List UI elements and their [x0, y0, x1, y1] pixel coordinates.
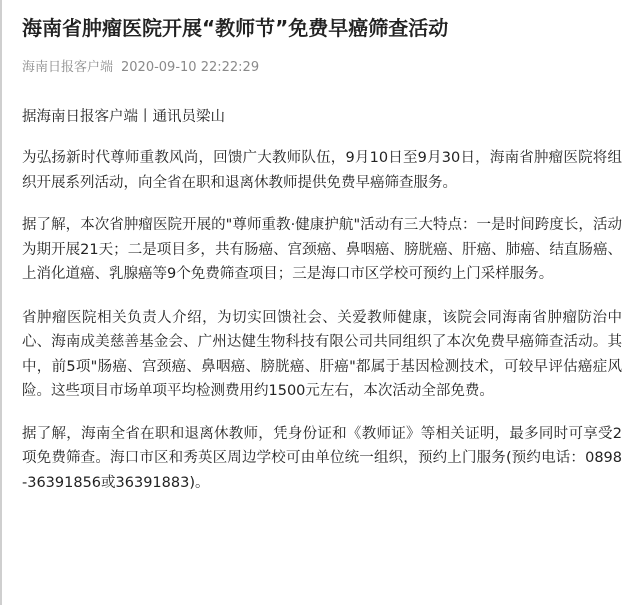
- article-source: 海南日报客户端: [22, 60, 114, 75]
- article-paragraph: 为弘扬新时代尊师重教风尚，回馈广大教师队伍，9月10日至9月30日，海南省肿瘤医院将组织开展系列活动，向全省在职和退离休教师提供免费早癌筛查服务。: [22, 150, 622, 191]
- article-paragraph: 据了解，本次省肿瘤医院开展的"尊师重教·健康护航"活动有三大特点：一是时间跨度长，活动为期开展21天；二是项目多，共有肠癌、宫颈癌、鼻咽癌、膀胱癌、肝癌、肺癌、结直肠癌、上消化道癌、乳腺癌等9个免费筛查项目；三是海口市区学校可预约上门采样服务。: [22, 217, 622, 282]
- article-byline: 据海南日报客户端丨通讯员梁山: [22, 109, 225, 125]
- article-paragraph: 省肿瘤医院相关负责人介绍，为切实回馈社会、关爱教师健康，该院会同海南省肿瘤防治中心、海南成美慈善基金会、广州达健生物科技有限公司共同组织了本次免费早癌筛查活动。其中，前5项"肠癌、宫颈癌、鼻咽癌、膀胱癌、肝癌"都属于基因检测技术，可较早评估癌症风险。这些项目市场单项平均检测费用约1500元左右，本次活动全部免费。: [22, 309, 622, 399]
- article: [22, 0, 622, 495]
- article-title: 海南省肿瘤医院开展“教师节”免费早癌筛查活动: [22, 16, 449, 40]
- left-border: [0, 0, 2, 605]
- article-paragraph: 据了解，海南全省在职和退离休教师，凭身份证和《教师证》等相关证明，最多同时可享受2项免费筛查。海口市区和秀英区周边学校可由单位统一组织，预约上门服务(预约电话：0898 -36391856或36391883)。: [22, 425, 622, 491]
- article-datetime: 2020-09-10 22:22:29: [121, 60, 260, 75]
- article-meta: [22, 59, 622, 77]
